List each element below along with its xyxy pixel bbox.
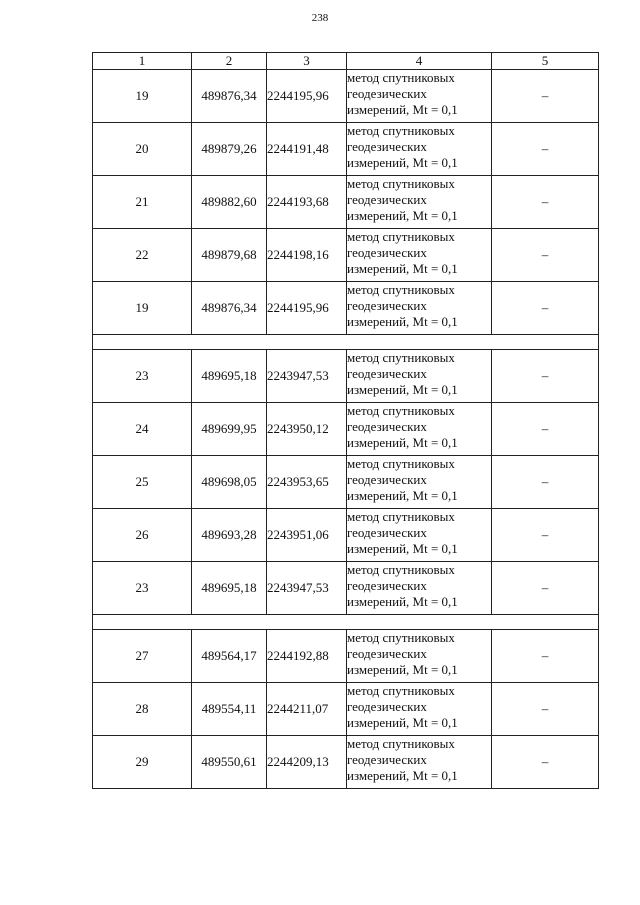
method-line: геодезических bbox=[347, 525, 427, 540]
y-coordinate-cell: 2244198,16 bbox=[267, 229, 347, 282]
method-line: измерений, Mt = 0,1 bbox=[347, 208, 458, 223]
x-coordinate-cell: 489879,26 bbox=[192, 123, 267, 176]
note-cell: – bbox=[492, 456, 599, 509]
note-cell: – bbox=[492, 630, 599, 683]
method-line: метод спутниковых bbox=[347, 403, 455, 418]
point-number-cell: 23 bbox=[93, 562, 192, 615]
method-line: метод спутниковых bbox=[347, 630, 455, 645]
method-line: метод спутниковых bbox=[347, 683, 455, 698]
method-cell bbox=[347, 683, 492, 736]
method-line: метод спутниковых bbox=[347, 736, 455, 751]
method-line: геодезических bbox=[347, 646, 427, 661]
header-col-3: 3 bbox=[267, 53, 347, 70]
method-cell bbox=[347, 350, 492, 403]
method-line: метод спутниковых bbox=[347, 123, 455, 138]
method-cell bbox=[347, 176, 492, 229]
x-coordinate-cell: 489695,18 bbox=[192, 350, 267, 403]
group-separator-cell bbox=[93, 335, 599, 350]
x-coordinate-cell: 489564,17 bbox=[192, 630, 267, 683]
table-row bbox=[93, 736, 599, 789]
method-cell bbox=[347, 403, 492, 456]
table-row bbox=[93, 562, 599, 615]
note-cell: – bbox=[492, 562, 599, 615]
note-cell: – bbox=[492, 70, 599, 123]
method-line: геодезических bbox=[347, 366, 427, 381]
table-row bbox=[93, 456, 599, 509]
method-cell bbox=[347, 282, 492, 335]
y-coordinate-cell: 2244209,13 bbox=[267, 736, 347, 789]
table-body bbox=[93, 70, 599, 789]
method-cell bbox=[347, 229, 492, 282]
table-header-row bbox=[93, 53, 599, 70]
coordinates-table bbox=[92, 52, 599, 789]
method-line: измерений, Mt = 0,1 bbox=[347, 314, 458, 329]
point-number-cell: 20 bbox=[93, 123, 192, 176]
note-cell: – bbox=[492, 736, 599, 789]
point-number-cell: 29 bbox=[93, 736, 192, 789]
note-cell: – bbox=[492, 176, 599, 229]
point-number-cell: 21 bbox=[93, 176, 192, 229]
table-row bbox=[93, 176, 599, 229]
method-line: метод спутниковых bbox=[347, 350, 455, 365]
method-line: геодезических bbox=[347, 419, 427, 434]
point-number-cell: 28 bbox=[93, 683, 192, 736]
note-cell: – bbox=[492, 683, 599, 736]
method-line: измерений, Mt = 0,1 bbox=[347, 488, 458, 503]
method-line: измерений, Mt = 0,1 bbox=[347, 768, 458, 783]
point-number-cell: 26 bbox=[93, 509, 192, 562]
point-number-cell: 23 bbox=[93, 350, 192, 403]
method-line: измерений, Mt = 0,1 bbox=[347, 541, 458, 556]
x-coordinate-cell: 489693,28 bbox=[192, 509, 267, 562]
point-number-cell: 27 bbox=[93, 630, 192, 683]
table-row bbox=[93, 123, 599, 176]
method-cell bbox=[347, 123, 492, 176]
method-line: метод спутниковых bbox=[347, 456, 455, 471]
method-line: геодезических bbox=[347, 752, 427, 767]
method-line: метод спутниковых bbox=[347, 282, 455, 297]
method-cell bbox=[347, 562, 492, 615]
table-row bbox=[93, 350, 599, 403]
note-cell: – bbox=[492, 403, 599, 456]
method-line: геодезических bbox=[347, 192, 427, 207]
method-line: метод спутниковых bbox=[347, 176, 455, 191]
y-coordinate-cell: 2244195,96 bbox=[267, 70, 347, 123]
x-coordinate-cell: 489698,05 bbox=[192, 456, 267, 509]
note-cell: – bbox=[492, 350, 599, 403]
method-line: метод спутниковых bbox=[347, 70, 455, 85]
group-separator-cell bbox=[93, 615, 599, 630]
point-number-cell: 19 bbox=[93, 282, 192, 335]
table-row bbox=[93, 403, 599, 456]
x-coordinate-cell: 489882,60 bbox=[192, 176, 267, 229]
method-line: геодезических bbox=[347, 86, 427, 101]
method-line: геодезических bbox=[347, 298, 427, 313]
note-cell: – bbox=[492, 282, 599, 335]
y-coordinate-cell: 2243950,12 bbox=[267, 403, 347, 456]
y-coordinate-cell: 2243947,53 bbox=[267, 562, 347, 615]
method-line: измерений, Mt = 0,1 bbox=[347, 102, 458, 117]
note-cell: – bbox=[492, 509, 599, 562]
y-coordinate-cell: 2244193,68 bbox=[267, 176, 347, 229]
table-row bbox=[93, 630, 599, 683]
method-line: геодезических bbox=[347, 578, 427, 593]
note-cell: – bbox=[492, 123, 599, 176]
method-line: геодезических bbox=[347, 245, 427, 260]
table-row bbox=[93, 229, 599, 282]
point-number-cell: 19 bbox=[93, 70, 192, 123]
method-line: геодезических bbox=[347, 699, 427, 714]
method-line: геодезических bbox=[347, 139, 427, 154]
y-coordinate-cell: 2244211,07 bbox=[267, 683, 347, 736]
method-line: геодезических bbox=[347, 472, 427, 487]
method-line: метод спутниковых bbox=[347, 509, 455, 524]
header-col-5: 5 bbox=[492, 53, 599, 70]
table-row bbox=[93, 509, 599, 562]
note-cell: – bbox=[492, 229, 599, 282]
method-line: измерений, Mt = 0,1 bbox=[347, 662, 458, 677]
group-separator-row bbox=[93, 335, 599, 350]
y-coordinate-cell: 2243953,65 bbox=[267, 456, 347, 509]
x-coordinate-cell: 489699,95 bbox=[192, 403, 267, 456]
y-coordinate-cell: 2244195,96 bbox=[267, 282, 347, 335]
method-cell bbox=[347, 630, 492, 683]
table-row bbox=[93, 282, 599, 335]
x-coordinate-cell: 489876,34 bbox=[192, 70, 267, 123]
x-coordinate-cell: 489876,34 bbox=[192, 282, 267, 335]
method-line: измерений, Mt = 0,1 bbox=[347, 261, 458, 276]
method-line: метод спутниковых bbox=[347, 562, 455, 577]
method-line: метод спутниковых bbox=[347, 229, 455, 244]
point-number-cell: 24 bbox=[93, 403, 192, 456]
method-cell bbox=[347, 70, 492, 123]
x-coordinate-cell: 489695,18 bbox=[192, 562, 267, 615]
point-number-cell: 25 bbox=[93, 456, 192, 509]
method-line: измерений, Mt = 0,1 bbox=[347, 382, 458, 397]
x-coordinate-cell: 489550,61 bbox=[192, 736, 267, 789]
y-coordinate-cell: 2244191,48 bbox=[267, 123, 347, 176]
group-separator-row bbox=[93, 615, 599, 630]
method-line: измерений, Mt = 0,1 bbox=[347, 594, 458, 609]
method-line: измерений, Mt = 0,1 bbox=[347, 715, 458, 730]
method-cell bbox=[347, 736, 492, 789]
header-col-4: 4 bbox=[347, 53, 492, 70]
header-col-2: 2 bbox=[192, 53, 267, 70]
page-number: 238 bbox=[311, 12, 329, 24]
method-line: измерений, Mt = 0,1 bbox=[347, 155, 458, 170]
table-row bbox=[93, 70, 599, 123]
y-coordinate-cell: 2244192,88 bbox=[267, 630, 347, 683]
header-col-1: 1 bbox=[93, 53, 192, 70]
y-coordinate-cell: 2243947,53 bbox=[267, 350, 347, 403]
table-row bbox=[93, 683, 599, 736]
method-line: измерений, Mt = 0,1 bbox=[347, 435, 458, 450]
method-cell bbox=[347, 456, 492, 509]
x-coordinate-cell: 489554,11 bbox=[192, 683, 267, 736]
x-coordinate-cell: 489879,68 bbox=[192, 229, 267, 282]
y-coordinate-cell: 2243951,06 bbox=[267, 509, 347, 562]
point-number-cell: 22 bbox=[93, 229, 192, 282]
method-cell bbox=[347, 509, 492, 562]
